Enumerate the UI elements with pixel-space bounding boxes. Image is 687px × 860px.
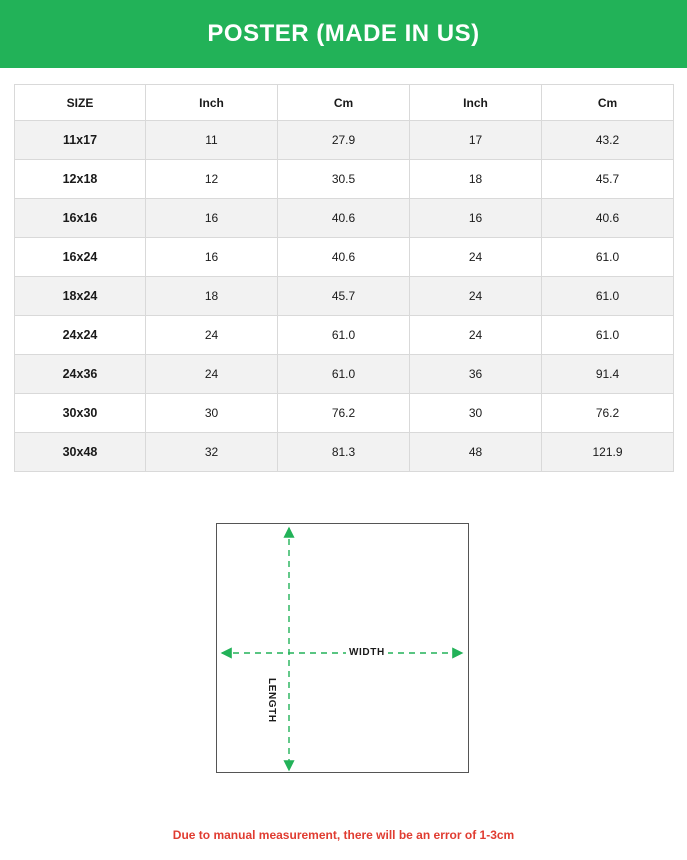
table-row	[15, 160, 674, 199]
column-header-inch-2: Inch	[410, 85, 542, 121]
cell-inch-2: 16	[410, 199, 542, 238]
cell-inch-1: 24	[146, 316, 278, 355]
cell-inch-2: 24	[410, 238, 542, 277]
cell-cm-2: 61.0	[542, 316, 674, 355]
cell-cm-1: 61.0	[278, 355, 410, 394]
cell-inch-2: 48	[410, 433, 542, 472]
cell-inch-2: 36	[410, 355, 542, 394]
table-row	[15, 277, 674, 316]
cell-size: 30x48	[15, 433, 146, 472]
dimension-arrows	[0, 520, 687, 820]
measurement-disclaimer: Due to manual measurement, there will be an error of 1-3cm	[172, 828, 515, 842]
cell-cm-2: 61.0	[542, 277, 674, 316]
cell-cm-2: 61.0	[542, 238, 674, 277]
cell-inch-1: 12	[146, 160, 278, 199]
table-row	[15, 433, 674, 472]
cell-cm-2: 40.6	[542, 199, 674, 238]
table-row	[15, 394, 674, 433]
cell-inch-1: 18	[146, 277, 278, 316]
table-row	[15, 199, 674, 238]
column-header-cm-2: Cm	[542, 85, 674, 121]
cell-cm-2: 91.4	[542, 355, 674, 394]
size-table-container	[0, 68, 687, 472]
column-header-inch-1: Inch	[146, 85, 278, 121]
cell-size: 16x24	[15, 238, 146, 277]
cell-inch-2: 30	[410, 394, 542, 433]
cell-cm-2: 121.9	[542, 433, 674, 472]
length-label: LENGTH	[265, 675, 278, 726]
table-row	[15, 121, 674, 160]
cell-inch-1: 24	[146, 355, 278, 394]
cell-inch-2: 18	[410, 160, 542, 199]
cell-cm-1: 61.0	[278, 316, 410, 355]
cell-cm-1: 45.7	[278, 277, 410, 316]
cell-cm-1: 40.6	[278, 199, 410, 238]
cell-inch-2: 17	[410, 121, 542, 160]
cell-cm-1: 81.3	[278, 433, 410, 472]
cell-inch-1: 11	[146, 121, 278, 160]
cell-size: 30x30	[15, 394, 146, 433]
cell-size: 18x24	[15, 277, 146, 316]
cell-cm-2: 76.2	[542, 394, 674, 433]
cell-cm-1: 30.5	[278, 160, 410, 199]
header-banner	[0, 0, 687, 68]
table-row	[15, 238, 674, 277]
cell-cm-1: 40.6	[278, 238, 410, 277]
table-header-row	[15, 85, 674, 121]
size-chart-table	[14, 84, 674, 472]
column-header-cm-1: Cm	[278, 85, 410, 121]
cell-size: 12x18	[15, 160, 146, 199]
cell-cm-2: 43.2	[542, 121, 674, 160]
table-row	[15, 316, 674, 355]
cell-inch-1: 32	[146, 433, 278, 472]
cell-cm-1: 76.2	[278, 394, 410, 433]
cell-inch-2: 24	[410, 277, 542, 316]
width-label: WIDTH	[346, 646, 388, 659]
cell-size: 16x16	[15, 199, 146, 238]
table-row	[15, 355, 674, 394]
cell-size: 11x17	[15, 121, 146, 160]
cell-inch-1: 16	[146, 238, 278, 277]
cell-cm-1: 27.9	[278, 121, 410, 160]
measurement-diagram	[0, 520, 687, 820]
cell-inch-2: 24	[410, 316, 542, 355]
page-title: POSTER (MADE IN US)	[207, 20, 480, 47]
cell-size: 24x24	[15, 316, 146, 355]
cell-inch-1: 30	[146, 394, 278, 433]
column-header-size: SIZE	[15, 85, 146, 121]
cell-size: 24x36	[15, 355, 146, 394]
cell-inch-1: 16	[146, 199, 278, 238]
cell-cm-2: 45.7	[542, 160, 674, 199]
